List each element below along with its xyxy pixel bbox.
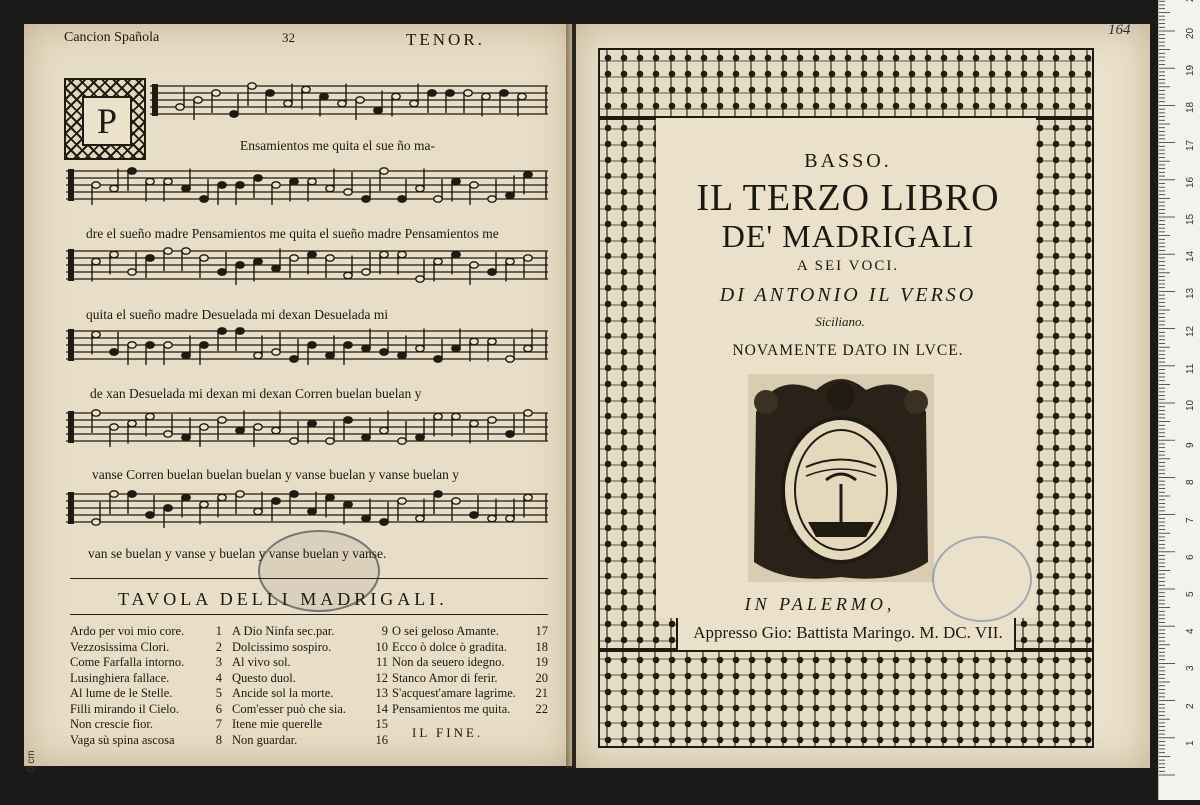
note-head: [416, 515, 424, 521]
clef-mark: [68, 492, 74, 524]
table-entry: [70, 702, 222, 718]
note-head: [416, 345, 424, 351]
ruler-number: 16: [1185, 176, 1196, 188]
note-head: [326, 255, 334, 261]
note-head: [452, 178, 460, 184]
title-line-2: DE' MADRIGALI: [721, 218, 975, 254]
note-head: [200, 196, 208, 202]
ruler-number: 19: [1185, 65, 1196, 77]
note-head: [236, 262, 244, 268]
table-entry: [232, 733, 388, 749]
madrigal-number: 9: [381, 624, 388, 638]
note-head: [92, 258, 100, 264]
madrigal-title: Non da seuero idegno.: [392, 655, 505, 669]
madrigal-title: Come Farfalla intorno.: [70, 655, 185, 669]
madrigal-number: 12: [375, 670, 388, 685]
end-label: IL FINE.: [412, 725, 484, 740]
note-head: [344, 342, 352, 348]
note-head: [194, 97, 202, 103]
note-head: [272, 182, 280, 188]
madrigal-number: 11: [375, 655, 388, 669]
table-entry: [70, 733, 222, 749]
table-title: TAVOLA DELLI MADRIGALI.: [118, 589, 448, 609]
author-line: DI ANTONIO IL VERSO: [719, 284, 977, 306]
ornament-bottom: [598, 650, 1094, 748]
madrigal-number: 18: [535, 639, 548, 654]
note-head: [110, 424, 118, 430]
note-head: [254, 258, 262, 264]
measurement-ruler: [1158, 0, 1200, 800]
folio-number: 164: [1108, 22, 1131, 38]
ornament-top: [598, 48, 1094, 118]
note-head: [182, 494, 190, 500]
music-staff-1: [150, 78, 548, 128]
note-head: [230, 111, 238, 117]
note-head: [110, 349, 118, 355]
note-head: [128, 168, 136, 174]
note-head: [128, 420, 136, 426]
note-head: [290, 178, 298, 184]
madrigal-title: Non guardar.: [232, 732, 298, 747]
note-head: [416, 276, 424, 282]
note-head: [254, 508, 262, 514]
imprint-line: Appresso Gio: Battista Maringo. M. DC. VII.: [693, 623, 1003, 642]
madrigal-number: 4: [215, 670, 222, 685]
table-entry: [392, 624, 548, 640]
madrigal-number: 22: [535, 701, 548, 716]
note-head: [92, 182, 100, 188]
madrigal-title: Lusinghiera fallace.: [70, 670, 170, 685]
note-head: [380, 168, 388, 174]
music-staff-4: [66, 323, 548, 373]
decorated-initial: [64, 78, 146, 160]
madrigal-number: 10: [375, 639, 388, 654]
note-head: [254, 352, 262, 358]
clef-mark: [68, 249, 74, 281]
madrigal-number: 13: [375, 686, 388, 700]
madrigal-title: Dolcissimo sospiro.: [232, 639, 332, 654]
note-head: [488, 515, 496, 521]
ruler-number: 17: [1185, 139, 1196, 151]
table-entry: [70, 640, 222, 656]
ruler-number: 8: [1185, 479, 1196, 486]
note-head: [308, 342, 316, 348]
madrigal-number: 3: [215, 655, 222, 669]
publication-place: IN PALERMO,: [744, 594, 896, 614]
ruler-number: 9: [1185, 442, 1196, 449]
note-head: [218, 494, 226, 500]
note-head: [380, 251, 388, 257]
madrigal-number: 20: [535, 670, 548, 685]
madrigal-title: Questo duol.: [232, 670, 296, 685]
note-head: [470, 262, 478, 268]
note-head: [200, 424, 208, 430]
note-head: [302, 86, 310, 92]
ruler-number: 4: [1185, 628, 1196, 635]
note-head: [452, 251, 460, 257]
ruler-number: 20: [1185, 27, 1196, 39]
madrigal-title: Al lume de le Stelle.: [70, 686, 173, 700]
title-line-3: A SEI VOCI.: [796, 258, 900, 274]
note-head: [272, 265, 280, 271]
note-head: [182, 434, 190, 440]
note-head: [488, 196, 496, 202]
madrigal-title: Ancide sol la morte.: [232, 686, 334, 700]
note-head: [326, 494, 334, 500]
madrigal-title: Com'esser può che sia.: [232, 701, 347, 716]
note-head: [362, 269, 370, 275]
note-head: [218, 269, 226, 275]
note-head: [164, 505, 172, 511]
clef-mark: [68, 329, 74, 361]
note-head: [146, 342, 154, 348]
madrigal-title: Non crescie fior.: [70, 717, 153, 731]
madrigal-number: 2: [215, 639, 222, 654]
table-column-2: [232, 624, 388, 748]
ruler-number: 12: [1185, 325, 1196, 337]
madrigal-number: 5: [215, 686, 222, 700]
table-entry: [392, 671, 548, 687]
note-head: [434, 258, 442, 264]
ruler-number: 13: [1185, 288, 1196, 300]
note-head: [92, 331, 100, 337]
table-entry: [70, 655, 222, 671]
note-head: [470, 182, 478, 188]
music-staff-6: [66, 486, 548, 536]
note-head: [488, 269, 496, 275]
note-head: [110, 491, 118, 497]
note-head: [110, 251, 118, 257]
note-head: [506, 515, 514, 521]
note-head: [176, 104, 184, 110]
note-head: [146, 413, 154, 419]
ruler-number: 10: [1185, 399, 1196, 411]
note-head: [344, 189, 352, 195]
note-head: [344, 501, 352, 507]
note-head: [428, 90, 436, 96]
note-head: [284, 100, 292, 106]
music-staff-2: [66, 163, 548, 213]
lyric-line-5: vanse Corren buelan buelan buelan y vanse buelan y vanse buelan y: [92, 467, 459, 482]
note-head: [236, 427, 244, 433]
madrigal-title: Itene mie querelle: [232, 717, 323, 731]
note-head: [272, 349, 280, 355]
table-rule-bottom: [70, 614, 548, 615]
madrigal-title: Pensamientos me quita.: [392, 701, 511, 716]
note-head: [362, 345, 370, 351]
note-head: [452, 413, 460, 419]
madrigal-title: S'acquest'amare lagrime.: [392, 686, 516, 700]
note-head: [182, 185, 190, 191]
note-head: [398, 352, 406, 358]
madrigal-number: 17: [535, 624, 548, 638]
madrigal-title: Filli mirando il Cielo.: [70, 701, 180, 716]
printer-device-emblem: [746, 372, 936, 584]
madrigal-number: 6: [215, 701, 222, 716]
madrigal-title: Ecco ò dolce ò gradita.: [392, 639, 507, 654]
note-head: [452, 498, 460, 504]
note-head: [446, 90, 454, 96]
note-head: [344, 417, 352, 423]
madrigal-number: 7: [215, 717, 222, 731]
table-entry: [70, 671, 222, 687]
note-head: [416, 185, 424, 191]
note-head: [290, 356, 298, 362]
clef-mark: [68, 169, 74, 201]
ruler-number: 18: [1185, 102, 1196, 114]
table-entry: [70, 624, 222, 640]
note-head: [434, 196, 442, 202]
note-head: [506, 192, 514, 198]
page-number: 32: [282, 30, 295, 45]
note-head: [254, 175, 262, 181]
note-head: [380, 519, 388, 525]
table-entry: [392, 640, 548, 656]
ruler-number: 11: [1185, 363, 1196, 374]
note-head: [452, 345, 460, 351]
ruler-unit-label: 0 cm: [26, 750, 37, 772]
table-entry: [232, 671, 388, 687]
table-entry: [392, 702, 548, 718]
note-head: [128, 491, 136, 497]
madrigal-title: Vezzosissima Clori.: [70, 639, 170, 654]
running-title: Cancion Spañola: [64, 30, 160, 45]
author-origin: Siciliano.: [815, 314, 865, 329]
note-head: [518, 93, 526, 99]
ruler-number: 5: [1185, 591, 1196, 597]
note-head: [506, 356, 514, 362]
ruler-number: 3: [1185, 665, 1196, 672]
voice-title: TENOR.: [406, 30, 485, 49]
lyric-line-2: dre el sueño madre Pensamientos me quita el sueño madre Pensamientos me: [86, 226, 499, 241]
note-head: [470, 338, 478, 344]
note-head: [164, 248, 172, 254]
note-head: [326, 185, 334, 191]
note-head: [146, 178, 154, 184]
note-head: [128, 342, 136, 348]
note-head: [308, 178, 316, 184]
clef-mark: [68, 411, 74, 443]
lyric-line-3: quita el sueño madre Desuelada mi dexan Desuelada mi: [86, 307, 389, 322]
note-head: [290, 438, 298, 444]
note-head: [146, 512, 154, 518]
note-head: [398, 196, 406, 202]
madrigal-title: Vaga sù spina ascosa: [70, 732, 175, 747]
note-head: [380, 427, 388, 433]
note-head: [500, 90, 508, 96]
note-head: [182, 352, 190, 358]
note-head: [434, 356, 442, 362]
note-head: [308, 508, 316, 514]
madrigal-title: O sei geloso Amante.: [392, 624, 499, 638]
note-head: [236, 182, 244, 188]
note-head: [182, 248, 190, 254]
note-head: [212, 90, 220, 96]
note-head: [272, 498, 280, 504]
ruler-number: 15: [1185, 213, 1196, 225]
table-entry: [392, 686, 548, 702]
note-head: [320, 93, 328, 99]
note-head: [524, 255, 532, 261]
madrigal-title: Stanco Amor di ferir.: [392, 670, 498, 685]
madrigal-number: 21: [535, 686, 548, 700]
title-voice: BASSO.: [804, 150, 892, 172]
note-head: [110, 185, 118, 191]
note-head: [524, 494, 532, 500]
note-head: [362, 434, 370, 440]
madrigal-number: 15: [375, 717, 388, 731]
note-head: [164, 342, 172, 348]
note-head: [392, 93, 400, 99]
note-head: [92, 410, 100, 416]
note-head: [506, 258, 514, 264]
table-entry: [232, 640, 388, 656]
note-head: [488, 338, 496, 344]
note-head: [128, 269, 136, 275]
note-head: [398, 251, 406, 257]
note-head: [362, 196, 370, 202]
note-head: [248, 83, 256, 89]
lyric-line-1: Ensamientos me quita el sue ño ma-: [240, 138, 435, 153]
table-entry: [70, 686, 222, 702]
note-head: [200, 255, 208, 261]
music-staff-3: [66, 243, 548, 293]
note-head: [236, 491, 244, 497]
note-head: [266, 90, 274, 96]
note-head: [254, 424, 262, 430]
table-column-1: [70, 624, 222, 748]
note-head: [398, 438, 406, 444]
note-head: [344, 272, 352, 278]
note-head: [326, 438, 334, 444]
ruler-number: [1185, 0, 1196, 2]
note-head: [164, 178, 172, 184]
note-head: [506, 431, 514, 437]
note-head: [362, 515, 370, 521]
lyric-line-6: van se buelan y vanse y buelan y vanse buelan y vanse.: [88, 546, 387, 561]
madrigal-number: 14: [375, 701, 388, 716]
note-head: [218, 417, 226, 423]
madrigal-title: Al vivo sol.: [232, 655, 291, 669]
table-entry: [232, 624, 388, 640]
note-head: [488, 417, 496, 423]
note-head: [272, 427, 280, 433]
note-head: [308, 251, 316, 257]
note-head: [290, 491, 298, 497]
table-entry: [232, 717, 388, 733]
table-entry: [232, 655, 388, 671]
table-column-3: [392, 624, 548, 717]
table-entry: [232, 686, 388, 702]
library-stamp: [258, 530, 380, 612]
madrigal-number: 16: [375, 732, 388, 747]
note-head: [164, 431, 172, 437]
madrigal-title: A Dio Ninfa sec.par.: [232, 624, 335, 638]
note-head: [410, 100, 418, 106]
note-head: [92, 519, 100, 525]
note-head: [356, 97, 364, 103]
note-head: [200, 342, 208, 348]
note-head: [470, 512, 478, 518]
note-head: [308, 420, 316, 426]
note-head: [326, 352, 334, 358]
clef-mark: [152, 84, 158, 116]
note-head: [524, 345, 532, 351]
note-head: [434, 491, 442, 497]
madrigal-number: 8: [215, 732, 222, 747]
madrigal-title: Ardo per voi mio core.: [70, 624, 185, 638]
note-head: [464, 90, 472, 96]
note-head: [434, 413, 442, 419]
note-head: [218, 182, 226, 188]
publication-note: NOVAMENTE DATO IN LVCE.: [732, 342, 964, 359]
ruler-number: 7: [1185, 517, 1196, 523]
note-head: [200, 501, 208, 507]
ruler-number: 14: [1185, 251, 1196, 263]
note-head: [524, 410, 532, 416]
note-head: [236, 328, 244, 334]
table-entry: [232, 702, 388, 718]
library-stamp-faded: [932, 536, 1032, 622]
note-head: [146, 255, 154, 261]
lyric-line-4: de xan Desuelada mi dexan mi dexan Corren buelan buelan y: [90, 386, 422, 401]
ruler-number: 1: [1185, 740, 1196, 746]
note-head: [218, 328, 226, 334]
madrigal-number: 1: [215, 624, 222, 638]
note-head: [338, 100, 346, 106]
note-head: [416, 434, 424, 440]
madrigal-number: 19: [535, 655, 548, 669]
music-staff-5: [66, 405, 548, 455]
ruler-number: 6: [1185, 554, 1196, 560]
note-head: [482, 93, 490, 99]
table-entry: [70, 717, 222, 733]
note-head: [380, 349, 388, 355]
table-entry: [392, 655, 548, 671]
note-head: [398, 498, 406, 504]
initial-letter: P: [82, 96, 132, 146]
note-head: [524, 171, 532, 177]
note-head: [290, 255, 298, 261]
title-line-1: IL TERZO LIBRO: [696, 177, 1000, 219]
note-head: [374, 107, 382, 113]
ruler-number: 2: [1185, 703, 1196, 709]
note-head: [470, 420, 478, 426]
